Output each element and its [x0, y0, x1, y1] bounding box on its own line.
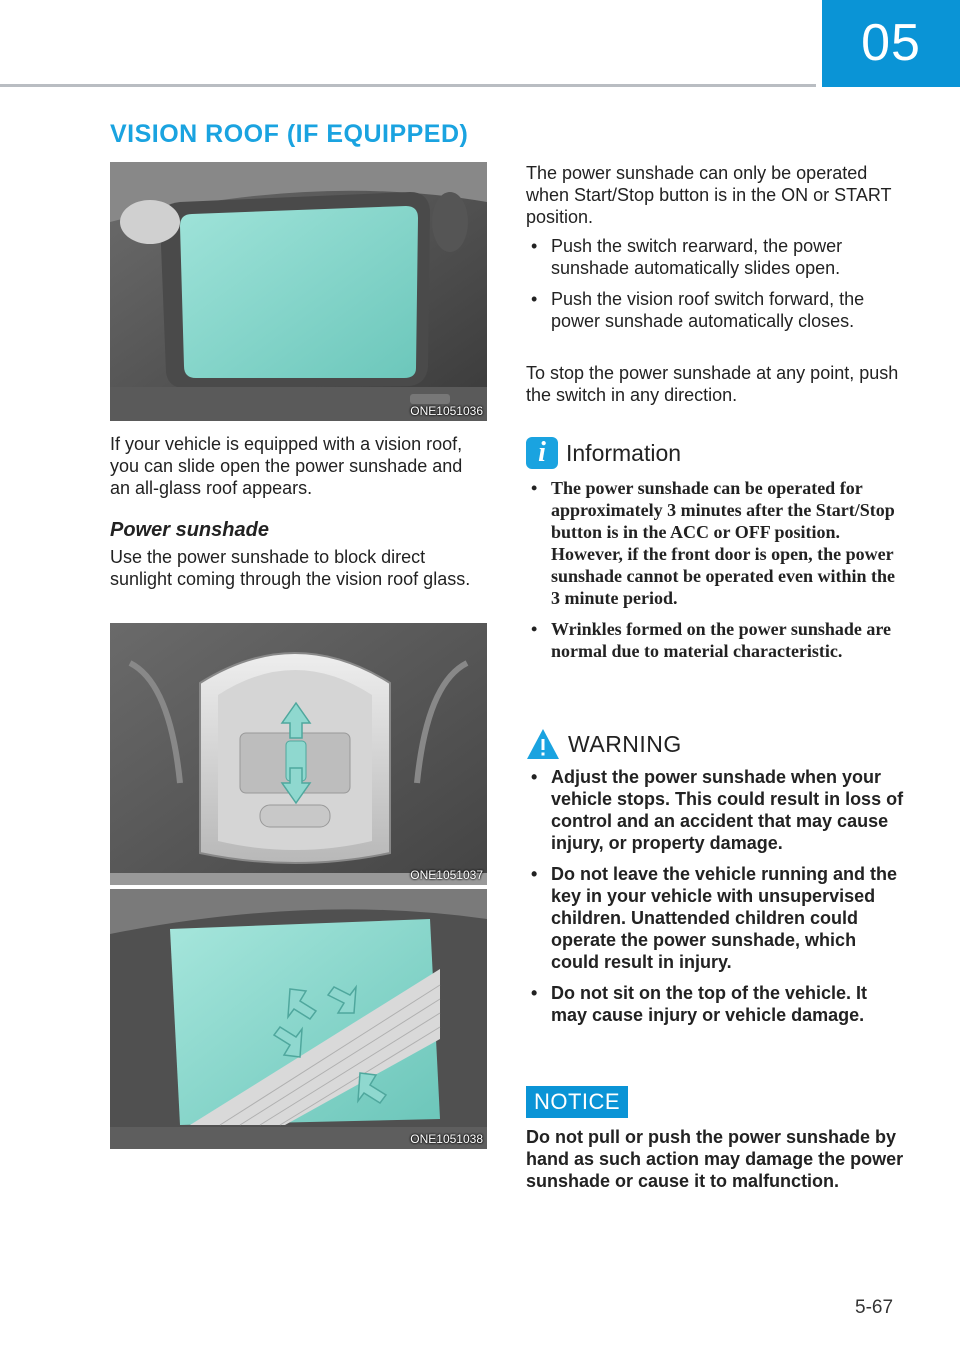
warning-triangle-icon	[526, 728, 560, 760]
warning-title: WARNING	[568, 730, 682, 757]
notice-text: Do not pull or push the power sunshade by hand as such action may damage the power sunshade or cause it to malfunction.	[526, 1127, 904, 1191]
warning-list	[526, 766, 906, 1035]
chapter-number-tab: 05	[822, 0, 960, 87]
info-icon: i	[526, 437, 558, 469]
header-rule	[0, 84, 816, 87]
operation-paragraph: The power sunshade can only be operated when Start/Stop button is in the ON or START position.	[526, 163, 892, 227]
list-item: • Do not leave the vehicle running and the key in your vehicle with unsupervised children. Unattended children could operate the power sunshade, which could result in injury.	[526, 863, 906, 973]
notice-label: NOTICE	[526, 1086, 628, 1118]
list-item: • The power sunshade can be operated for approximately 3 minutes after the Start/Stop button is in the ACC or OFF position. However, if the front door is open, the power sunshade cannot be operated even within the 3 minute period.	[526, 477, 906, 609]
figure-code: ONE1051036	[410, 404, 483, 418]
list-item: • Push the switch rearward, the power sunshade automatically slides open.	[526, 235, 906, 279]
list-item: • Push the vision roof switch forward, the power sunshade automatically closes.	[526, 288, 906, 332]
list-item: • Do not sit on the top of the vehicle. It may cause injury or vehicle damage.	[526, 982, 906, 1026]
stop-paragraph: To stop the power sunshade at any point, push the switch in any direction.	[526, 363, 899, 405]
figure-code: ONE1051038	[410, 1132, 483, 1146]
information-title: Information	[566, 439, 682, 466]
sunshade-movement-illustration	[110, 889, 487, 1149]
warning-heading	[526, 728, 682, 760]
list-item: • Adjust the power sunshade when your vehicle stops. This could result in loss of control and an accident that may cause injury, or property damage.	[526, 766, 906, 854]
information-heading	[526, 437, 681, 469]
sunshade-paragraph: Use the power sunshade to block direct sunlight coming through the vision roof glass.	[110, 547, 471, 589]
section-title: VISION ROOF (IF EQUIPPED)	[110, 120, 469, 148]
overhead-switch-illustration	[110, 623, 487, 885]
figure-code: ONE1051037	[410, 868, 483, 882]
vision-roof-illustration	[110, 162, 487, 421]
information-list	[526, 477, 906, 671]
operation-bullets	[526, 235, 906, 341]
page-number: 5-67	[855, 1297, 894, 1318]
subheading-power-sunshade: Power sunshade	[110, 519, 269, 541]
list-item: • Wrinkles formed on the power sunshade are normal due to material characteristic.	[526, 618, 906, 662]
intro-paragraph: If your vehicle is equipped with a vision roof, you can slide open the power sunshade and an all-glass roof appears.	[110, 434, 463, 498]
